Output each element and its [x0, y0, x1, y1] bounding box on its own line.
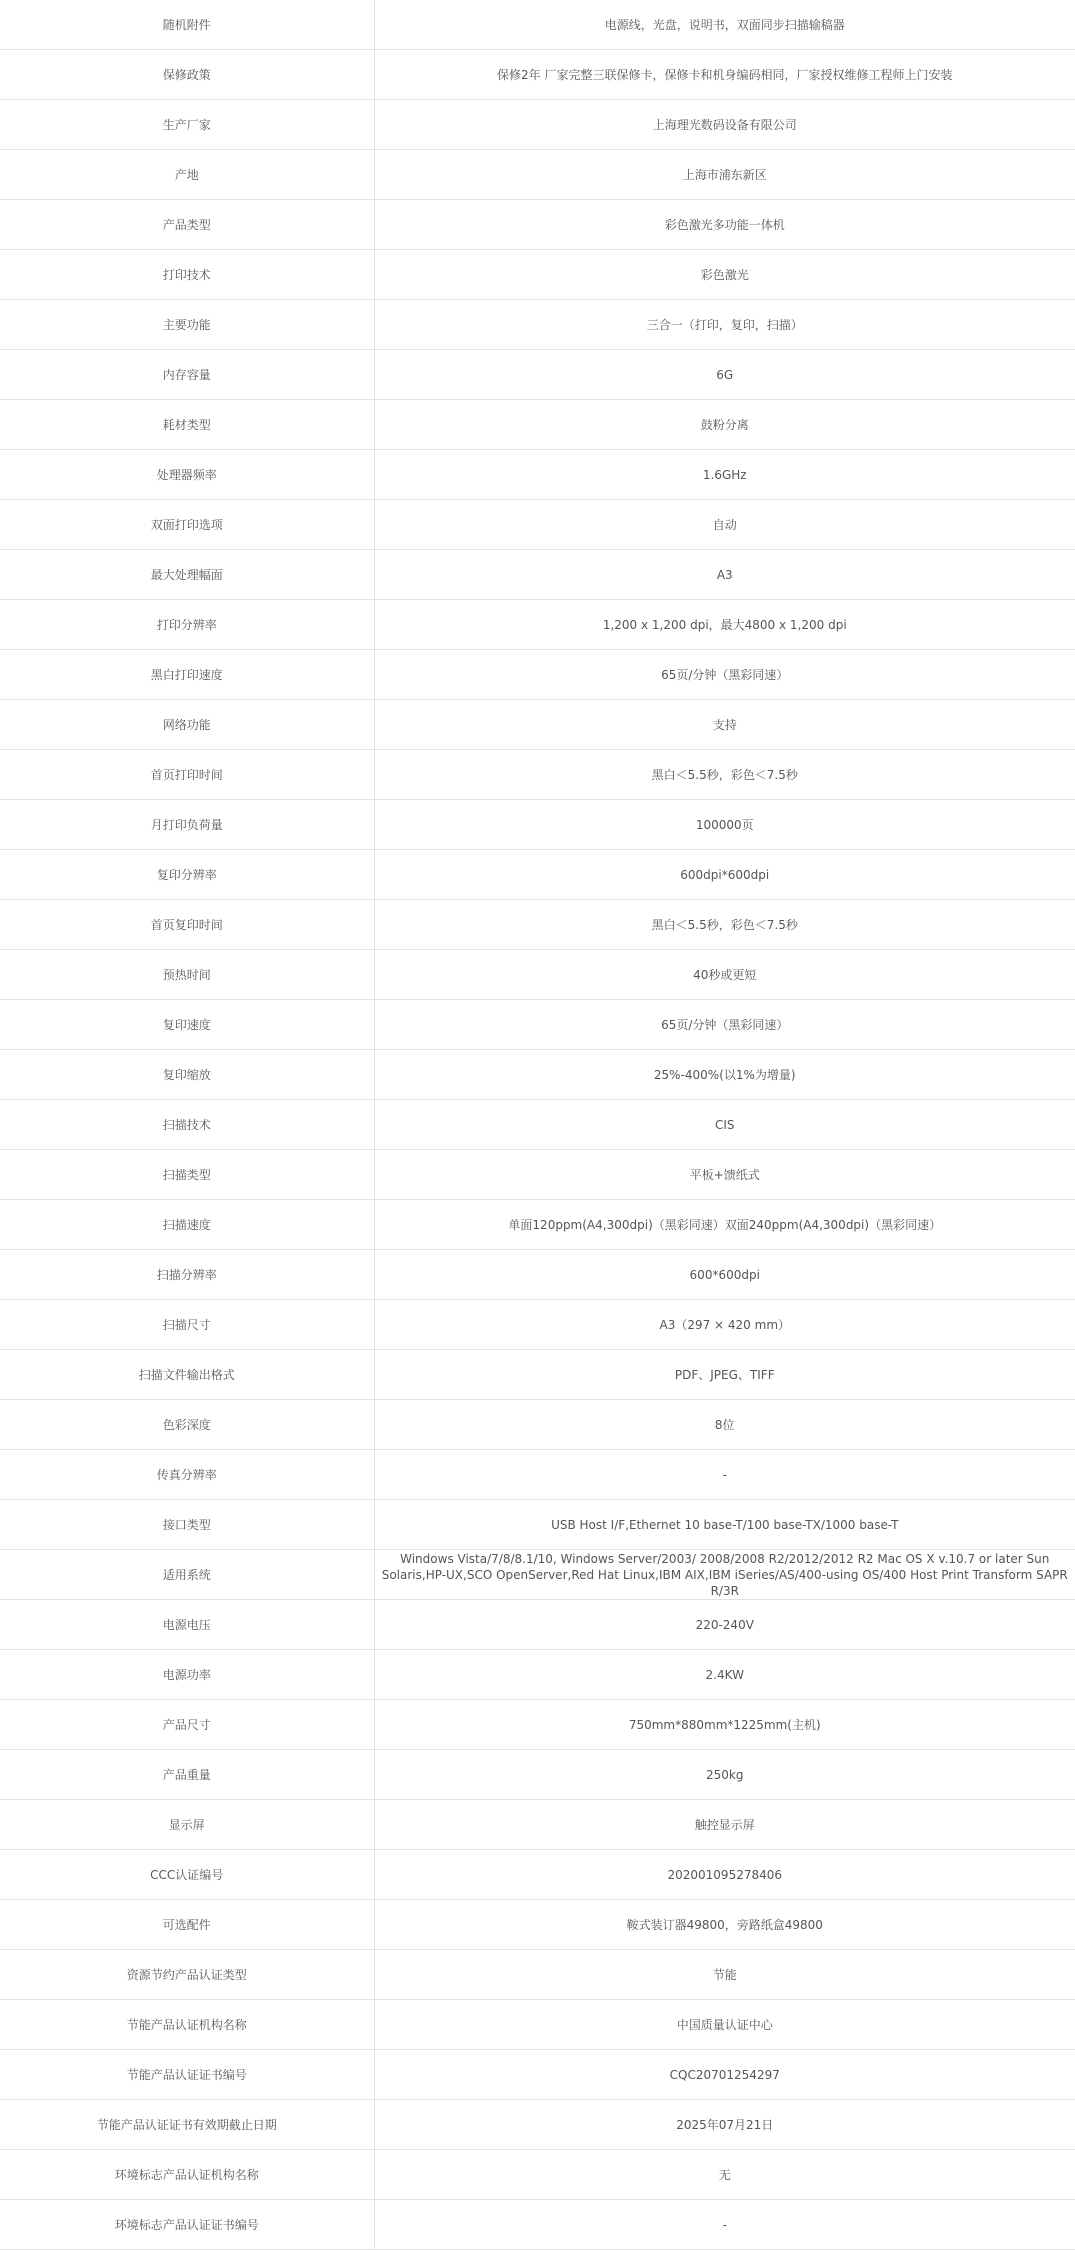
spec-label: 保修政策 [0, 50, 374, 100]
spec-value: 2.4KW [374, 1650, 1075, 1700]
spec-label: 节能产品认证证书有效期截止日期 [0, 2100, 374, 2150]
spec-row [0, 1000, 1075, 1050]
spec-value: - [374, 2200, 1075, 2250]
spec-label: 预热时间 [0, 950, 374, 1000]
spec-value: 三合一（打印，复印，扫描） [374, 300, 1075, 350]
spec-value: 彩色激光 [374, 250, 1075, 300]
spec-row [0, 0, 1075, 50]
spec-row [0, 1700, 1075, 1750]
spec-row [0, 400, 1075, 450]
spec-value: 自动 [374, 500, 1075, 550]
spec-label: 首页复印时间 [0, 900, 374, 950]
spec-label: 产地 [0, 150, 374, 200]
spec-label: 产品重量 [0, 1750, 374, 1800]
spec-value: A3 [374, 550, 1075, 600]
spec-label: 传真分辨率 [0, 1450, 374, 1500]
spec-label: 首页打印时间 [0, 750, 374, 800]
spec-value: 65页/分钟（黑彩同速） [374, 1000, 1075, 1050]
spec-label: 黑白打印速度 [0, 650, 374, 700]
spec-value: 支持 [374, 700, 1075, 750]
spec-value: 1,200 x 1,200 dpi，最大4800 x 1,200 dpi [374, 600, 1075, 650]
spec-label: 电源电压 [0, 1600, 374, 1650]
spec-row [0, 2150, 1075, 2200]
spec-value: 触控显示屏 [374, 1800, 1075, 1850]
spec-row [0, 1250, 1075, 1300]
spec-row [0, 1750, 1075, 1800]
spec-value: 彩色激光多功能一体机 [374, 200, 1075, 250]
spec-value: 2025年07月21日 [374, 2100, 1075, 2150]
spec-label: 打印技术 [0, 250, 374, 300]
spec-label: 显示屏 [0, 1800, 374, 1850]
spec-row [0, 1600, 1075, 1650]
spec-row [0, 850, 1075, 900]
spec-label: 最大处理幅面 [0, 550, 374, 600]
spec-value: 上海理光数码设备有限公司 [374, 100, 1075, 150]
spec-label: 产品类型 [0, 200, 374, 250]
spec-label: 产品尺寸 [0, 1700, 374, 1750]
spec-label: CCC认证编号 [0, 1850, 374, 1900]
spec-value: 750mm*880mm*1225mm(主机) [374, 1700, 1075, 1750]
spec-label: 主要功能 [0, 300, 374, 350]
spec-label: 扫描技术 [0, 1100, 374, 1150]
spec-value: Windows Vista/7/8/8.1/10, Windows Server/2003/ 2008/2008 R2/2012/2012 R2 Mac OS X v.10.7 or later Sun Solaris,HP-UX,SCO OpenServer,Red Hat Linux,IBM AIX,IBM iSeries/AS/400-using OS/400 Host Print Transform SAPR R/3R [374, 1550, 1075, 1600]
spec-value: 8位 [374, 1400, 1075, 1450]
spec-row [0, 1150, 1075, 1200]
spec-value: 25%-400%(以1%为增量) [374, 1050, 1075, 1100]
spec-row [0, 1800, 1075, 1850]
spec-label: 扫描类型 [0, 1150, 374, 1200]
spec-value: 600*600dpi [374, 1250, 1075, 1300]
spec-row [0, 700, 1075, 750]
spec-value: PDF、JPEG、TIFF [374, 1350, 1075, 1400]
spec-label: 扫描尺寸 [0, 1300, 374, 1350]
spec-row [0, 150, 1075, 200]
spec-label: 打印分辨率 [0, 600, 374, 650]
spec-label: 节能产品认证机构名称 [0, 2000, 374, 2050]
spec-row [0, 2000, 1075, 2050]
spec-value: 6G [374, 350, 1075, 400]
spec-row [0, 750, 1075, 800]
spec-value: 黑白＜5.5秒，彩色＜7.5秒 [374, 900, 1075, 950]
spec-label: 复印分辨率 [0, 850, 374, 900]
spec-row [0, 800, 1075, 850]
spec-row [0, 1500, 1075, 1550]
spec-row [0, 1350, 1075, 1400]
spec-row [0, 550, 1075, 600]
spec-row [0, 600, 1075, 650]
spec-label: 扫描速度 [0, 1200, 374, 1250]
spec-row [0, 1450, 1075, 1500]
spec-label: 适用系统 [0, 1550, 374, 1600]
spec-row [0, 650, 1075, 700]
spec-row [0, 2050, 1075, 2100]
spec-row [0, 1200, 1075, 1250]
spec-label: 网络功能 [0, 700, 374, 750]
spec-row [0, 1050, 1075, 1100]
spec-value: 鞍式装订器49800，旁路纸盒49800 [374, 1900, 1075, 1950]
spec-label: 环境标志产品认证机构名称 [0, 2150, 374, 2200]
spec-label: 电源功率 [0, 1650, 374, 1700]
spec-row [0, 1650, 1075, 1700]
spec-value: 电源线，光盘，说明书，双面同步扫描输稿器 [374, 0, 1075, 50]
spec-value: 鼓粉分离 [374, 400, 1075, 450]
spec-label: 扫描分辨率 [0, 1250, 374, 1300]
spec-value: 上海市浦东新区 [374, 150, 1075, 200]
spec-value: 600dpi*600dpi [374, 850, 1075, 900]
spec-row [0, 500, 1075, 550]
spec-value: - [374, 1450, 1075, 1500]
spec-value: 100000页 [374, 800, 1075, 850]
spec-row [0, 900, 1075, 950]
spec-value: 无 [374, 2150, 1075, 2200]
spec-row [0, 1100, 1075, 1150]
spec-row [0, 1400, 1075, 1450]
spec-row [0, 250, 1075, 300]
spec-value: 220-240V [374, 1600, 1075, 1650]
spec-value: CIS [374, 1100, 1075, 1150]
spec-label: 可选配件 [0, 1900, 374, 1950]
spec-label: 生产厂家 [0, 100, 374, 150]
spec-label: 资源节约产品认证类型 [0, 1950, 374, 2000]
spec-label: 复印缩放 [0, 1050, 374, 1100]
spec-value: 单面120ppm(A4,300dpi)（黑彩同速）双面240ppm(A4,300dpi)（黑彩同速） [374, 1200, 1075, 1250]
spec-row [0, 1900, 1075, 1950]
spec-label: 复印速度 [0, 1000, 374, 1050]
spec-value: 202001095278406 [374, 1850, 1075, 1900]
spec-label: 随机附件 [0, 0, 374, 50]
spec-row [0, 2100, 1075, 2150]
spec-row [0, 1300, 1075, 1350]
spec-label: 接口类型 [0, 1500, 374, 1550]
spec-row [0, 450, 1075, 500]
spec-label: 节能产品认证证书编号 [0, 2050, 374, 2100]
spec-value: A3（297 × 420 mm） [374, 1300, 1075, 1350]
spec-label: 扫描文件输出格式 [0, 1350, 374, 1400]
spec-row [0, 1850, 1075, 1900]
spec-label: 处理器频率 [0, 450, 374, 500]
spec-label: 月打印负荷量 [0, 800, 374, 850]
spec-label: 耗材类型 [0, 400, 374, 450]
spec-value: 40秒或更短 [374, 950, 1075, 1000]
spec-label: 内存容量 [0, 350, 374, 400]
spec-row [0, 350, 1075, 400]
spec-value: 黑白＜5.5秒，彩色＜7.5秒 [374, 750, 1075, 800]
spec-value: 中国质量认证中心 [374, 2000, 1075, 2050]
spec-label: 色彩深度 [0, 1400, 374, 1450]
spec-row [0, 200, 1075, 250]
spec-value: 节能 [374, 1950, 1075, 2000]
spec-value: 保修2年 厂家完整三联保修卡，保修卡和机身编码相同，厂家授权维修工程师上门安装 [374, 50, 1075, 100]
spec-row [0, 100, 1075, 150]
spec-row [0, 950, 1075, 1000]
spec-row [0, 50, 1075, 100]
spec-value: 平板+馈纸式 [374, 1150, 1075, 1200]
spec-value: 65页/分钟（黑彩同速） [374, 650, 1075, 700]
spec-value: 1.6GHz [374, 450, 1075, 500]
spec-row [0, 1550, 1075, 1600]
spec-label: 环境标志产品认证证书编号 [0, 2200, 374, 2250]
spec-value: CQC20701254297 [374, 2050, 1075, 2100]
spec-row [0, 2200, 1075, 2250]
spec-label: 双面打印选项 [0, 500, 374, 550]
spec-value: 250kg [374, 1750, 1075, 1800]
spec-row [0, 1950, 1075, 2000]
spec-row [0, 300, 1075, 350]
spec-value: USB Host I/F,Ethernet 10 base-T/100 base-TX/1000 base-T [374, 1500, 1075, 1550]
